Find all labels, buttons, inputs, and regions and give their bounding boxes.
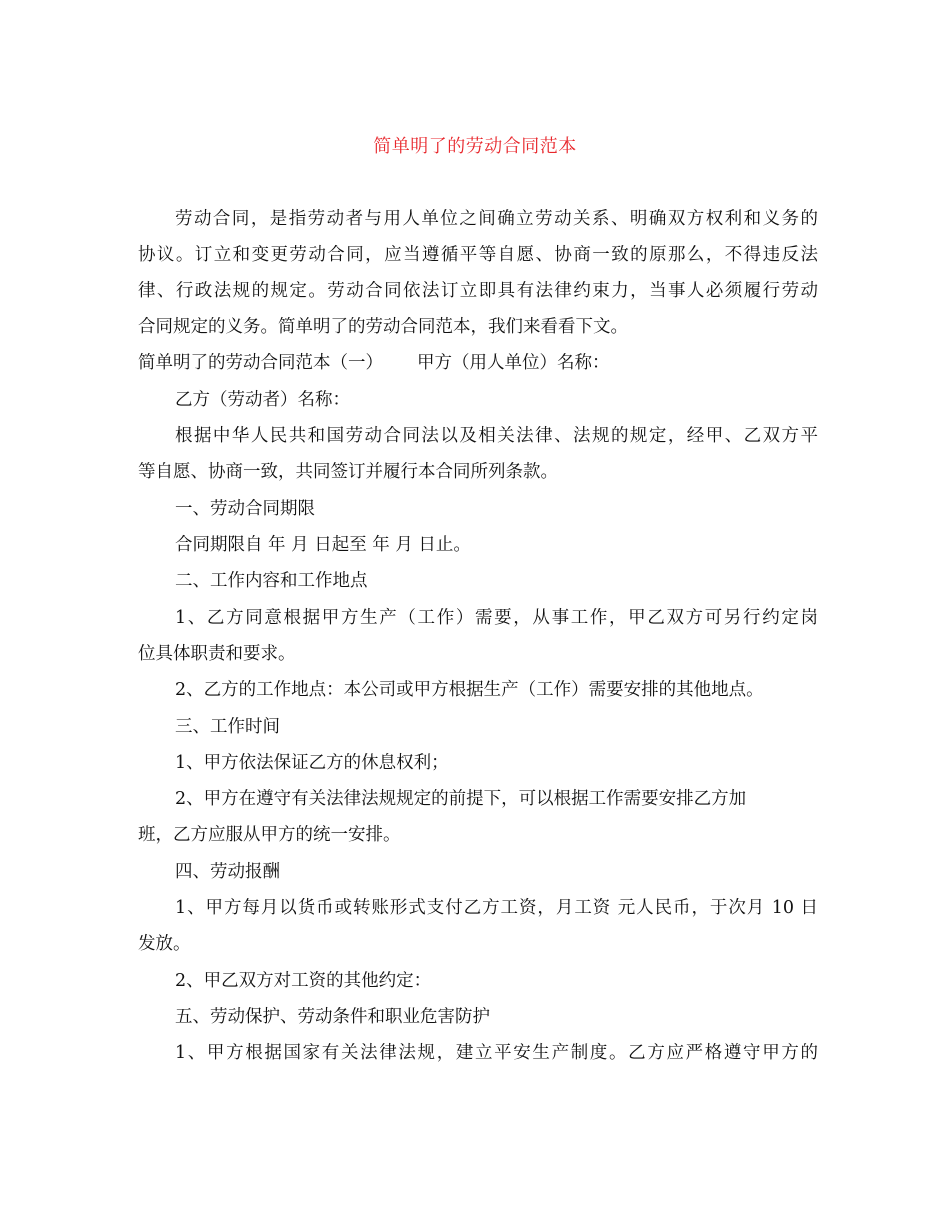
section5-heading: 五、劳动保护、劳动条件和职业危害防护 (175, 1007, 490, 1027)
section4-item1-line-1: 1、甲方每月以货币或转账形式支付乙方工资，月工资 元人民币，于次月 10 日 (175, 898, 818, 918)
section2-heading: 二、工作内容和工作地点 (175, 571, 368, 591)
intro-line-1: 劳动合同，是指劳动者与用人单位之间确立劳动关系、明确双方权利和义务的 (175, 209, 818, 229)
document-title: 简单明了的劳动合同范本 (373, 136, 577, 157)
intro-line-2: 协议。订立和变更劳动合同，应当遵循平等自愿、协商一致的原那么，不得违反法 (138, 245, 818, 265)
section2-item1-line-2: 位具体职责和要求。 (138, 644, 296, 664)
preamble-line-1: 根据中华人民共和国劳动合同法以及相关法律、法规的规定，经甲、乙双方平 (175, 426, 818, 446)
section4-heading: 四、劳动报酬 (175, 862, 280, 882)
section3-heading: 三、工作时间 (175, 717, 280, 737)
section3-item1: 1、甲方依法保证乙方的休息权利； (175, 753, 449, 773)
section5-item1-line-1: 1、甲方根据国家有关法律法规，建立平安生产制度。乙方应严格遵守甲方的 (175, 1043, 818, 1063)
preamble-line-2: 等自愿、协商一致，共同签订并履行本合同所列条款。 (138, 462, 558, 482)
section4-item1-line-2: 发放。 (138, 934, 191, 954)
sample-heading: 简单明了的劳动合同范本（一） (138, 353, 383, 373)
section3-item2-line-1: 2、甲方在遵守有关法律法规规定的前提下，可以根据工作需要安排乙方加 (175, 789, 747, 809)
intro-line-4: 合同规定的义务。简单明了的劳动合同范本，我们来看看下文。 (138, 317, 628, 337)
section2-item2: 2、乙方的工作地点：本公司或甲方根据生产（工作）需要安排的其他地点。 (175, 680, 764, 700)
section2-item1-line-1: 1、乙方同意根据甲方生产（工作）需要，从事工作，甲乙双方可另行约定岗 (175, 608, 818, 628)
section3-item2-line-2: 班，乙方应服从甲方的统一安排。 (138, 825, 401, 845)
party-b-label: 乙方（劳动者）名称： (175, 390, 350, 410)
party-a-label: 甲方（用人单位）名称： (417, 353, 610, 373)
section4-item2: 2、甲乙双方对工资的其他约定： (175, 971, 432, 991)
sample-heading-row (138, 350, 818, 376)
intro-line-3: 律、行政法规的规定。劳动合同依法订立即具有法律约束力，当事人必须履行劳动 (138, 281, 818, 301)
section1-text: 合同期限自 年 月 日起至 年 月 日止。 (175, 535, 471, 555)
section1-heading: 一、劳动合同期限 (175, 499, 315, 519)
